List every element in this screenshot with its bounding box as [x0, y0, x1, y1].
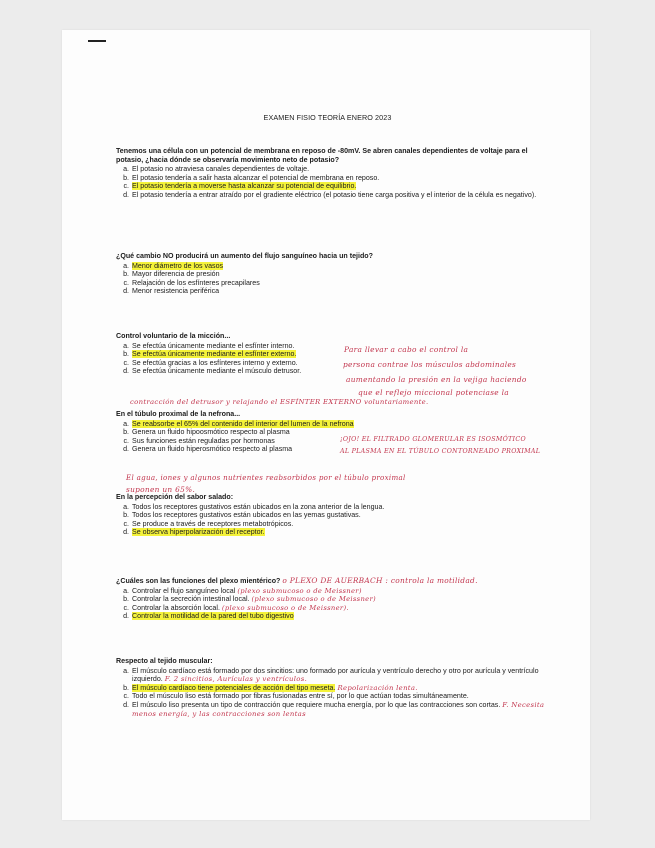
- option-text: El potasio tendería a salir hasta alcanzar el potencial de membrana en reposo.: [132, 173, 380, 182]
- option-d: d. El músculo liso presenta un tipo de contracción que requiere mucha energía, por lo que las contracciones son cortas. F. Necesita menos energía, y las contracciones son lentas: [123, 700, 545, 718]
- option-b: b. Controlar la secreción intestinal local. (plexo submucoso o de Meissner): [123, 595, 376, 604]
- option-b: b. Genera un fluido hipoosmótico respecto al plasma: [123, 428, 290, 437]
- option-c: c. Sus funciones están reguladas por hormonas: [123, 436, 275, 445]
- question-title: ¿Cuáles son las funciones del plexo mientérico? o PLEXO DE AUERBACH : controla la motilidad.: [116, 576, 478, 585]
- option-a: a. El músculo cardíaco está formado por dos sincitios: uno formado por aurícula y ventrículo derecho y otro por aurícula y ventrículo izquierdo. F. 2 sincitios, Aurículas y ventrículos.: [123, 666, 539, 684]
- handwritten-note: ¡OJO! EL FILTRADO GLOMERULAR ES ISOSMÓTICO: [340, 436, 526, 443]
- highlighted-answer: Se efectúa únicamente mediante el esfínter externo.: [132, 350, 297, 359]
- option-text: El músculo liso presenta un tipo de contracción que requiere mucha energía, por lo que las contracciones son cortas.: [132, 700, 501, 709]
- handwritten-note: (plexo submucoso o de Meissner): [251, 595, 376, 604]
- handwritten-note: contracción del detrusor y relajando el ESFÍNTER EXTERNO voluntariamente.: [130, 398, 429, 406]
- handwritten-note: El agua, iones y algunos nutrientes reabsorbidos por el túbulo proximal: [126, 473, 406, 482]
- option-c: c. Se efectúa gracias a los esfínteres interno y externo.: [123, 358, 298, 367]
- option-a: a. Todos los receptores gustativos están ubicados en la zona anterior de la lengua.: [123, 502, 385, 511]
- option-text: Mayor diferencia de presión: [132, 270, 220, 279]
- question-muscle-tissue: [116, 657, 546, 718]
- option-text: Genera un fluido hiperosmótico respecto al plasma: [132, 445, 293, 454]
- handwritten-note: (plexo submucoso o de Meissner): [237, 586, 362, 595]
- highlighted-answer: Se observa hiperpolarización del receptor.: [132, 528, 265, 537]
- option-c: c. Se produce a través de receptores metabotrópicos.: [123, 519, 294, 528]
- option-text: Genera un fluido hipoosmótico respecto al plasma: [132, 428, 290, 437]
- handwritten-note: que el reflejo miccional potenciase la: [358, 388, 509, 397]
- handwritten-note: aumentando la presión en la vejiga haciendo: [346, 375, 527, 384]
- option-text: Se efectúa gracias a los esfínteres interno y externo.: [132, 358, 298, 367]
- option-d: d. Controlar la motilidad de la pared del tubo digestivo: [123, 612, 294, 621]
- option-text: Todos los receptores gustativos están ubicados en la zona anterior de la lengua.: [132, 502, 385, 511]
- option-a: a. Controlar el flujo sanguíneo local (plexo submucoso o de Meissner): [123, 586, 362, 595]
- option-d: d. Menor resistencia periférica: [123, 287, 220, 296]
- handwritten-note: Para llevar a cabo el control la: [344, 345, 469, 354]
- handwritten-note: suponen un 65%.: [126, 485, 196, 494]
- option-d: d. Se efectúa únicamente mediante el músculo detrusor.: [123, 367, 302, 376]
- option-text: Se efectúa únicamente mediante el músculo detrusor.: [132, 367, 302, 376]
- option-d: d. Genera un fluido hiperosmótico respecto al plasma: [123, 445, 293, 454]
- handwritten-note: persona contrae los músculos abdominales: [343, 360, 517, 369]
- option-b: b. El músculo cardíaco tiene potenciales de acción del tipo meseta. Repolarización lenta.: [123, 683, 418, 692]
- highlighted-answer: El músculo cardíaco tiene potenciales de acción del tipo meseta.: [132, 683, 336, 692]
- option-b: b. Mayor diferencia de presión: [123, 270, 220, 279]
- handwritten-note: o PLEXO DE AUERBACH : controla la motilidad.: [282, 576, 478, 585]
- option-text: El potasio tendería a entrar atraído por el gradiente eléctrico (el potasio tiene carga positiva y el interior de la célula es negativo).: [132, 190, 537, 199]
- option-text: Se efectúa únicamente mediante el esfínter interno.: [132, 341, 295, 350]
- option-text: Menor resistencia periférica: [132, 287, 220, 296]
- question-myenteric-plexus: [116, 577, 546, 621]
- option-a: a. Menor diámetro de los vasos: [123, 261, 224, 270]
- option-a: a. El potasio no atraviesa canales dependientes de voltaje.: [123, 165, 310, 174]
- option-text: Todos los receptores gustativos están ubicados en las yemas gustativas.: [132, 511, 361, 520]
- option-text: Sus funciones están reguladas por hormonas: [132, 436, 275, 445]
- option-c: c. Relajación de los esfínteres precapilares: [123, 278, 260, 287]
- option-c: c. Todo el músculo liso está formado por fibras fusionadas entre sí, por lo que actúan todas simultáneamente.: [123, 692, 469, 701]
- option-b: b. Se efectúa únicamente mediante el esfínter externo.: [123, 350, 297, 359]
- option-b: b. El potasio tendería a salir hasta alcanzar el potencial de membrana en reposo.: [123, 173, 380, 182]
- highlighted-answer: Menor diámetro de los vasos: [132, 261, 224, 270]
- option-d: d. Se observa hiperpolarización del receptor.: [123, 528, 265, 537]
- option-c: c. El potasio tendería a moverse hasta alcanzar su potencial de equilibrio.: [123, 182, 357, 191]
- question-micturition: [116, 332, 546, 376]
- option-text: Relajación de los esfínteres precapilares: [132, 278, 260, 287]
- option-a: a. Se efectúa únicamente mediante el esfínter interno.: [123, 341, 295, 350]
- question-title: Control voluntario de la micción...: [116, 332, 231, 340]
- handwritten-note: (plexo submucoso o de Meissner).: [221, 603, 349, 612]
- handwritten-note: Repolarización lenta.: [337, 683, 418, 692]
- question-potassium: [116, 147, 546, 200]
- option-text: Controlar la secreción intestinal local.: [132, 595, 250, 604]
- option-text: Todo el músculo liso está formado por fibras fusionadas entre sí, por lo que actúan todas simultáneamente.: [132, 692, 469, 701]
- handwritten-note: F. Necesita menos energía, y las contracciones son lentas: [132, 700, 545, 718]
- option-a: a. Se reabsorbe el 65% del contenido del interior del lumen de la nefrona: [123, 419, 354, 428]
- question-title: En el túbulo proximal de la nefrona...: [116, 410, 241, 418]
- option-b: b. Todos los receptores gustativos están ubicados en las yemas gustativas.: [123, 511, 361, 520]
- option-c: c. Controlar la absorción local. (plexo submucoso o de Meissner).: [123, 603, 349, 612]
- option-text: Controlar la absorción local.: [132, 603, 220, 612]
- question-title: Respecto al tejido muscular:: [116, 657, 213, 665]
- question-title: En la percepción del sabor salado:: [116, 493, 234, 501]
- handwritten-note: AL PLASMA EN EL TÚBULO CONTORNEADO PROXIMAL: [340, 448, 541, 455]
- highlighted-answer: Se reabsorbe el 65% del contenido del interior del lumen de la nefrona: [132, 419, 354, 428]
- handwritten-note: F. 2 sincitios, Aurículas y ventrículos.: [164, 675, 308, 684]
- exam-title: EXAMEN FISIO TEORÍA ENERO 2023: [263, 113, 392, 122]
- option-text: Controlar el flujo sanguíneo local: [132, 586, 236, 595]
- option-text: El potasio no atraviesa canales dependientes de voltaje.: [132, 165, 310, 174]
- question-salty-taste: [116, 493, 546, 537]
- highlighted-answer: Controlar la motilidad de la pared del tubo digestivo: [132, 612, 294, 621]
- option-text: Se produce a través de receptores metabotrópicos.: [132, 519, 294, 528]
- question-title: Tenemos una célula con un potencial de membrana en reposo de -80mV. Se abren canales dependientes de voltaje para el potasio, ¿hacia dónde se observaría movimiento neto de potasio?: [116, 147, 528, 164]
- option-text: El músculo cardíaco está formado por dos sincitios: uno formado por aurícula y ventrículo derecho y otro por aurícula y ventrículo izquierdo.: [132, 666, 539, 684]
- question-blood-flow: [116, 252, 546, 296]
- highlighted-answer: El potasio tendería a moverse hasta alcanzar su potencial de equilibrio.: [132, 182, 357, 191]
- option-d: d. El potasio tendería a entrar atraído por el gradiente eléctrico (el potasio tiene carga positiva y el interior de la célula es negativo).: [123, 190, 537, 199]
- corner-mark: [88, 40, 106, 42]
- question-title: ¿Qué cambio NO producirá un aumento del flujo sanguíneo hacia un tejido?: [116, 252, 373, 260]
